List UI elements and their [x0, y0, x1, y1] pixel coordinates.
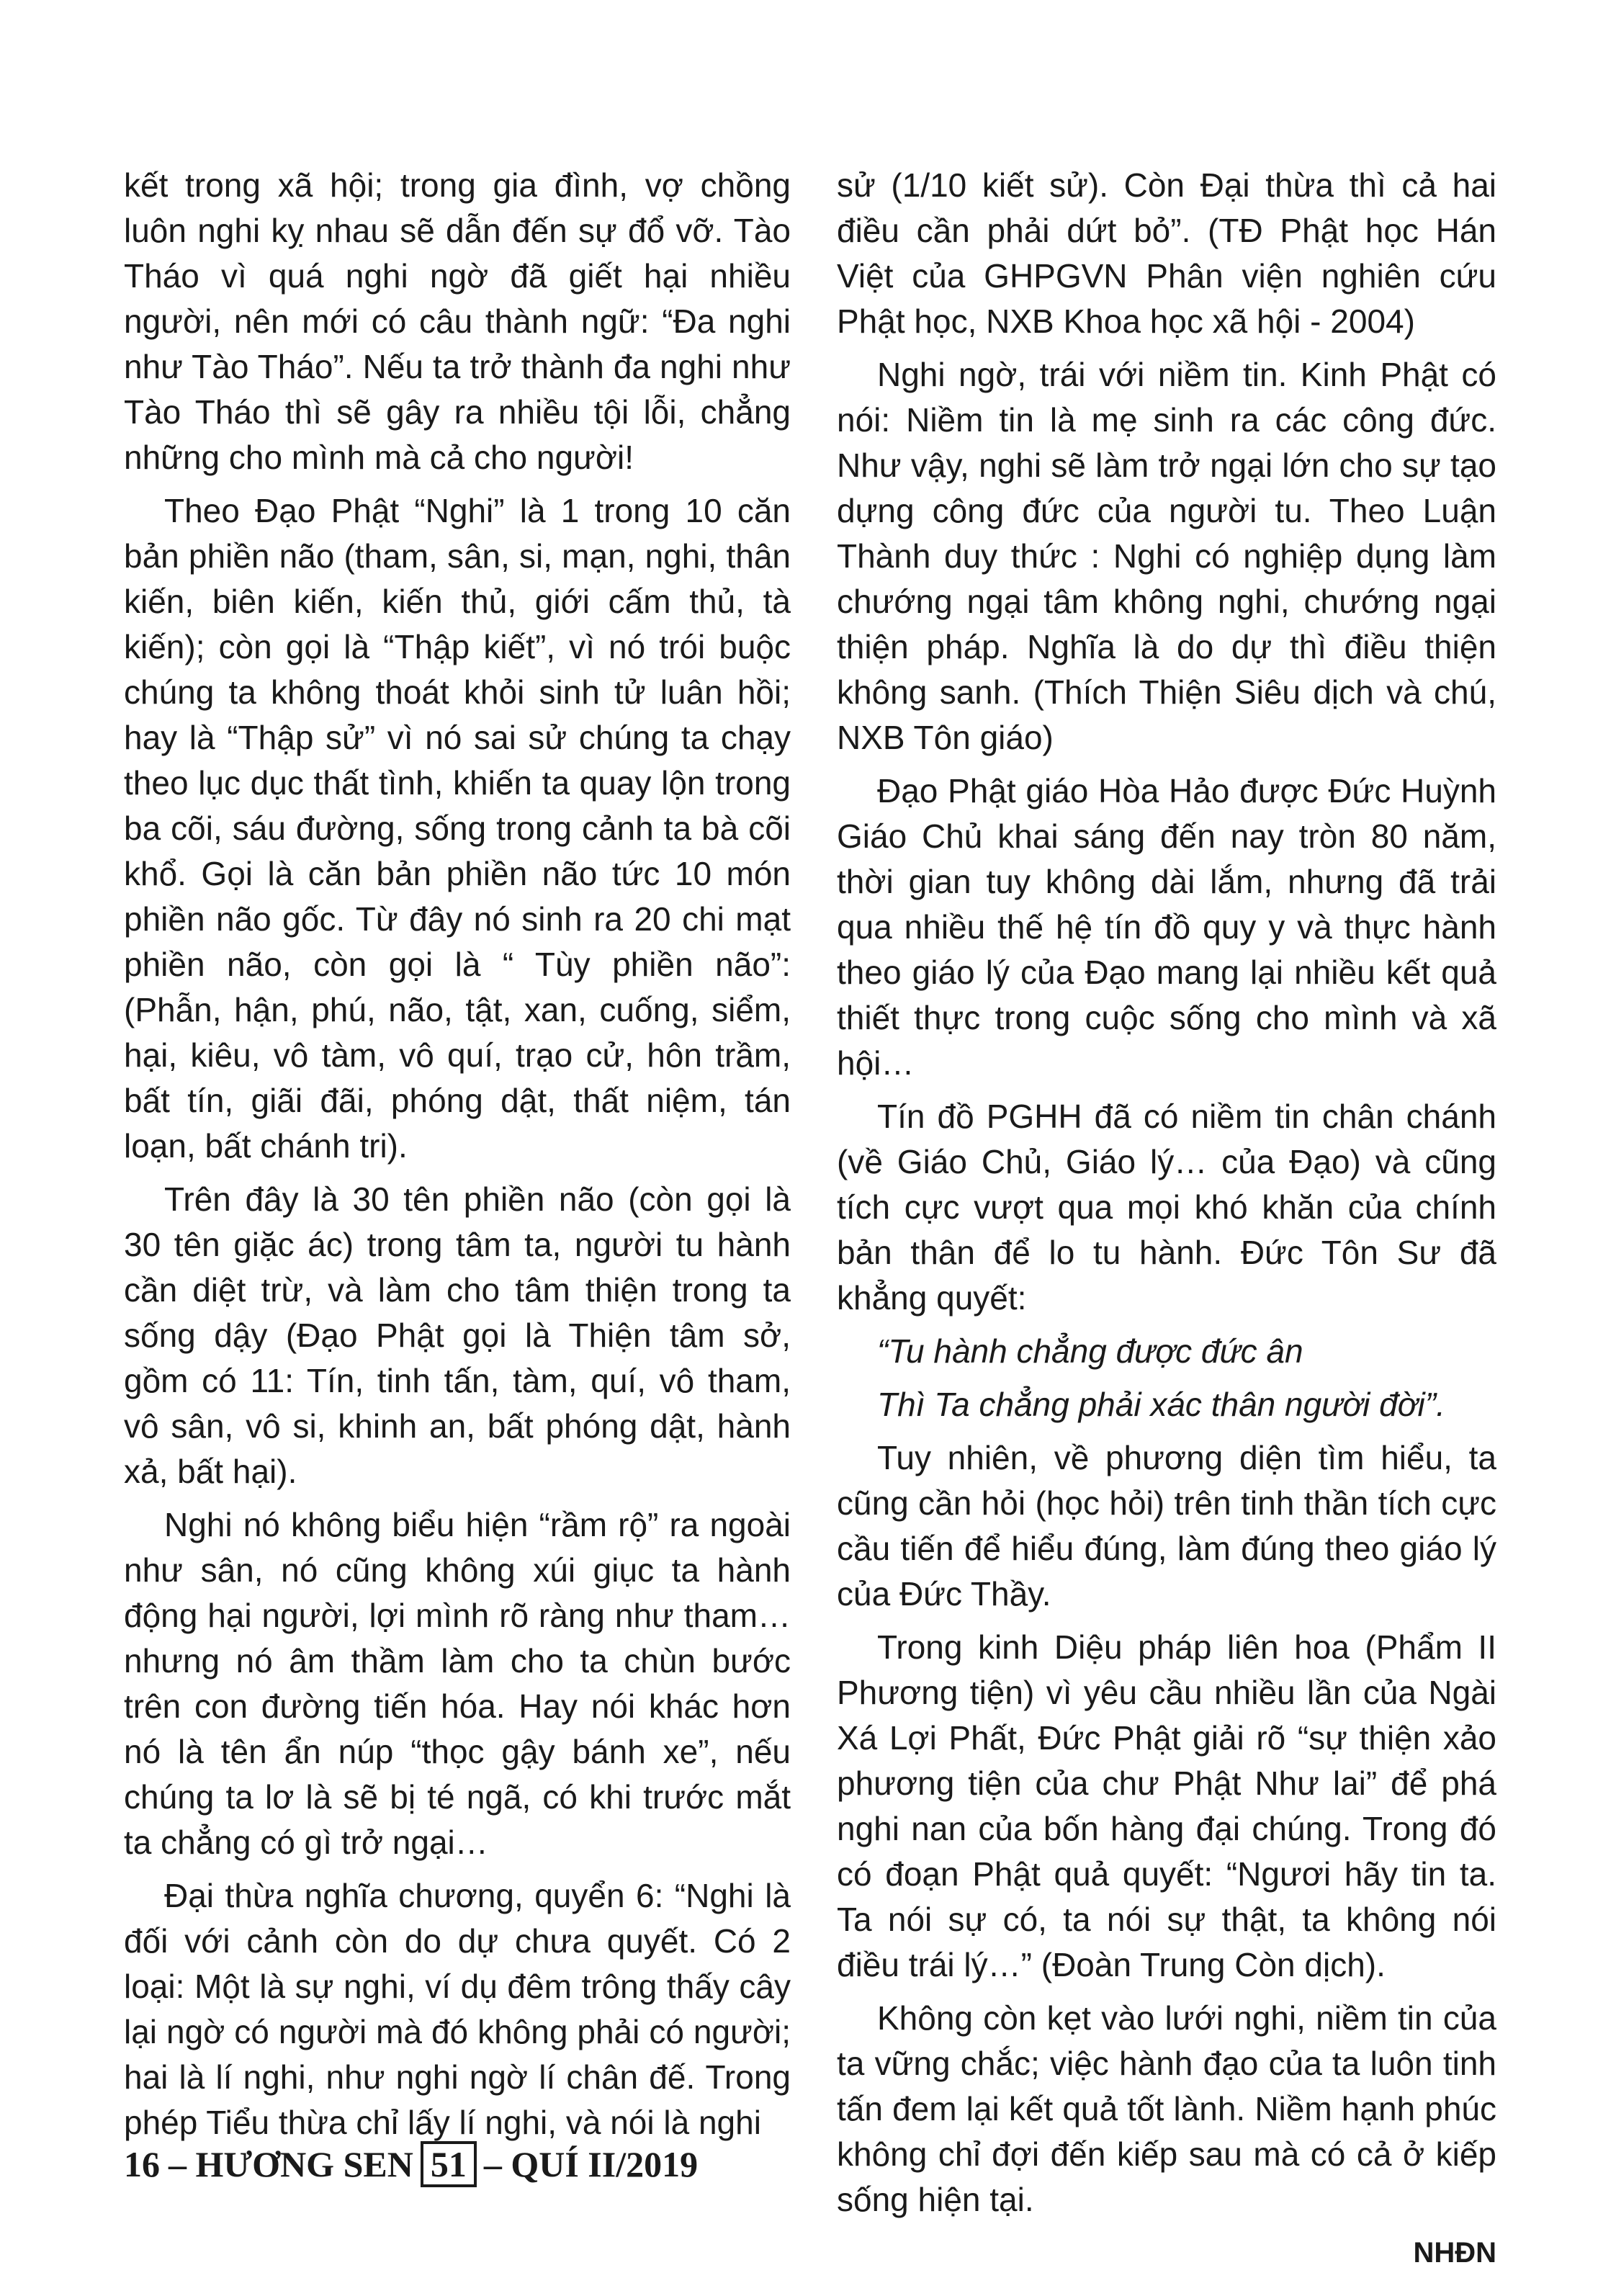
- author-signature: NHĐN: [1413, 2237, 1496, 2269]
- issue-quarter: QUÍ II/2019: [511, 2144, 699, 2184]
- left-column: [124, 163, 791, 2153]
- magazine-name: HƯƠNG SEN: [195, 2144, 413, 2184]
- paragraph: Nghi ngờ, trái với niềm tin. Kinh Phật có nói: Niềm tin là mẹ sinh ra các công đức. Như vậy, nghi sẽ làm trở ngại lớn cho sự tạo dựng công đức của người tu. Theo Luận Thành duy thức : Nghi có nghiệp dụng làm chướng ngại tâm không nghi, chướng ngại thiện pháp. Nghĩa là do dự thì điều thiện không sanh. (Thích Thiện Siêu dịch và chú, NXB Tôn giáo): [837, 356, 1496, 756]
- paragraph: Trong kinh Diệu pháp liên hoa (Phẩm II Phương tiện) vì yêu cầu nhiều lần của Ngài Xá Lợi Phất, Đức Phật giải rõ “sự thiện xảo phương tiện của chư Phật Như lai” để phá nghi nan của bốn hàng đại chúng. Trong đó có đoạn Phật quả quyết: “Ngươi hãy tin ta. Ta nói sự có, ta nói sự thật, ta không nói điều trái lý…” (Đoàn Trung Còn dịch).: [837, 1628, 1496, 1983]
- page-footer: [124, 2139, 698, 2189]
- footer-dash: –: [169, 2144, 187, 2184]
- paragraph: Tín đồ PGHH đã có niềm tin chân chánh (về Giáo Chủ, Giáo lý… của Đạo) và cũng tích cực vượt qua mọi khó khăn của chính bản thân để lo tu hành. Đức Tôn Sư đã khẳng quyết:: [837, 1098, 1496, 1317]
- paragraph: Trên đây là 30 tên phiền não (còn gọi là 30 tên giặc ác) trong tâm ta, người tu hành cần diệt trừ, và làm cho tâm thiện trong ta sống dậy (Đạo Phật gọi là Thiện tâm sở, gồm có 11: Tín, tinh tấn, tàm, quí, vô tham, vô sân, vô si, khinh an, bất phóng dật, hành xả, bất hại).: [124, 1180, 791, 1490]
- paragraph: kết trong xã hội; trong gia đình, vợ chồng luôn nghi kỵ nhau sẽ dẫn đến sự đổ vỡ. Tào Tháo vì quá nghi ngờ đã giết hại nhiều người, nên mới có câu thành ngữ: “Đa nghi như Tào Tháo”. Nếu ta trở thành đa nghi như Tào Tháo thì sẽ gây ra nhiều tội lỗi, chẳng những cho mình mà cả cho người!: [124, 166, 791, 476]
- footer-dash: –: [483, 2144, 502, 2184]
- paragraph: sử (1/10 kiết sử). Còn Đại thừa thì cả hai điều cần phải dứt bỏ”. (TĐ Phật học Hán Việt của GHPGVN Phân viện nghiên cứu Phật học, NXB Khoa học xã hội - 2004): [837, 166, 1496, 340]
- paragraph: Không còn kẹt vào lưới nghi, niềm tin của ta vững chắc; việc hành đạo của ta luôn tinh tấn đem lại kết quả tốt lành. Niềm hạnh phúc không chỉ đợi đến kiếp sau mà có cả ở kiếp sống hiện tại.: [837, 1999, 1496, 2218]
- paragraph: Theo Đạo Phật “Nghi” là 1 trong 10 căn bản phiền não (tham, sân, si, mạn, nghi, thân kiến, biên kiến, kiến thủ, giới cấm thủ, tà kiến); còn gọi là “Thập kiết”, vì nó trói buộc chúng ta không thoát khỏi sinh tử luân hồi; hay là “Thập sử” vì nó sai sử chúng ta chạy theo lục dục thất tình, khiến ta quay lộn trong ba cõi, sáu đường, sống trong cảnh ta bà cõi khổ. Gọi là căn bản phiền não tức 10 món phiền não gốc. Từ đây nó sinh ra 20 chi mạt phiền não, còn gọi là “ Tùy phiền não”: (Phẫn, hận, phú, não, tật, xan, cuống, siểm, hại, kiêu, vô tàm, vô quí, trạo cử, hôn trầm, bất tín, giãi đãi, phóng dật, thất niệm, tán loạn, bất chánh tri).: [124, 492, 791, 1165]
- paragraph: Nghi nó không biểu hiện “rầm rộ” ra ngoài như sân, nó cũng không xúi giục ta hành động hại người, lợi mình rõ ràng như tham… nhưng nó âm thầm làm cho ta chùn bước trên con đường tiến hóa. Hay nói khác hơn nó là tên ẩn núp “thọc gậy bánh xe”, nếu chúng ta lơ là sẽ bị té ngã, có khi trước mắt ta chẳng có gì trở ngại…: [124, 1506, 791, 1861]
- right-column: [837, 163, 1496, 2284]
- page-number: 16: [124, 2144, 160, 2184]
- paragraph: Đại thừa nghĩa chương, quyển 6: “Nghi là đối với cảnh còn do dự chưa quyết. Có 2 loại: Một là sự nghi, ví dụ đêm trông thấy cây lại ngờ có người mà đó không phải có người; hai là lí nghi, như nghi ngờ lí chân đế. Trong phép Tiểu thừa chỉ lấy lí nghi, và nói là nghi: [124, 1877, 791, 2141]
- poem-line: “Tu hành chẳng được đức ân: [877, 1332, 1303, 1370]
- paragraph: Đạo Phật giáo Hòa Hảo được Đức Huỳnh Giáo Chủ khai sáng đến nay tròn 80 năm, thời gian tuy không dài lắm, nhưng đã trải qua nhiều thế hệ tín đồ quy y và thực hành theo giáo lý của Đạo mang lại nhiều kết quả thiết thực trong cuộc sống cho mình và xã hội…: [837, 772, 1496, 1082]
- poem-line: Thì Ta chẳng phải xác thân người đời”.: [877, 1386, 1445, 1423]
- paragraph: Tuy nhiên, về phương diện tìm hiểu, ta cũng cần hỏi (học hỏi) trên tinh thần tích cực cầu tiến để hiểu đúng, làm đúng theo giáo lý của Đức Thầy.: [837, 1439, 1496, 1613]
- issue-number-box: 51: [421, 2141, 477, 2187]
